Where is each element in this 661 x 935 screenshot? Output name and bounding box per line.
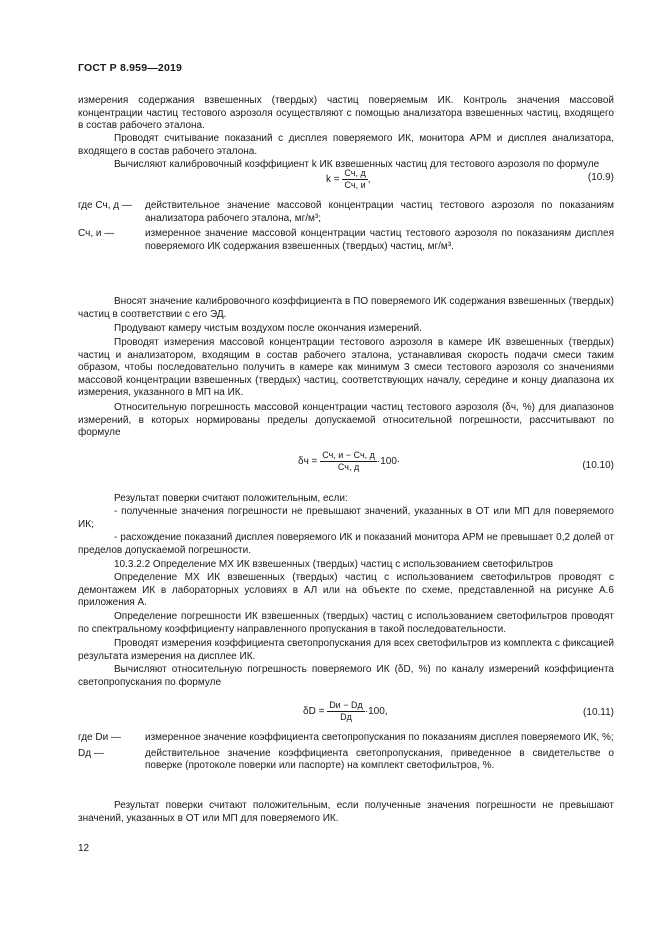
paragraph-4: Вносят значение калибровочного коэффициента в ПО поверяемого ИК содержания взвешенных (твердых) частиц в соответствии с его ЭД. (78, 296, 614, 320)
definition-row (78, 732, 614, 745)
paragraph-7: Относительную погрешность массовой концентрации частиц тестового аэрозоля (δч, %) для диапазонов измерений, в которых нормированы пределы допускаемой относительной погрешности, рассчитывают по формуле (78, 402, 614, 439)
paragraph-2: Проводят считывание показаний с дисплея поверяемого ИК, монитора АРМ и дисплея анализатора, входящего в состав рабочего эталона. (78, 133, 614, 157)
definition-row (78, 200, 614, 225)
definition-symbol: Сч, и — (78, 228, 115, 240)
paragraph-15: Вычисляют относительную погрешность поверяемого ИК (δD, %) по каналу измерений коэффициента светопропускания по формуле (78, 664, 614, 688)
paragraph-1: измерения содержания взвешенных (твердых) частиц поверяемым ИК. Контроль значения массовой концентрации частиц тестового аэрозоля осуществляют с помощью анализатора взвешенных частиц, входящего в состав рабочего эталона. (78, 95, 614, 132)
formula-lhs: k = (326, 174, 340, 186)
formula-tail: ·100· (376, 456, 401, 468)
formula-fraction (327, 700, 365, 723)
definition-row (78, 748, 614, 773)
formula-denominator: Сч, и (344, 180, 366, 190)
paragraph-5: Продувают камеру чистым воздухом после окончания измерений. (114, 323, 422, 334)
paragraph-14: Проводят измерения коэффициента светопропускания для всех светофильтров из комплекта с фиксацией результата измерения на дисплее ИК. (78, 638, 614, 662)
definition-symbol: где Dи — (78, 732, 121, 743)
paragraph-10: - расхождение показаний дисплея поверяемого ИК и показаний монитора АРМ не превышает 0,2 долей от пределов допускаемой погрешности. (78, 532, 614, 556)
formula-fraction (320, 450, 377, 473)
formula-lhs: δD = (303, 706, 325, 718)
definition-symbol: где Сч, д — (78, 200, 132, 211)
definition-text: действительное значение коэффициента светопропускания, приведенное в свидетельстве о поверке (протоколе поверки или паспорте) на комплект светофильтров, %. (145, 747, 614, 772)
formula-tail: ·100, (364, 706, 388, 718)
formula-tail: , (367, 174, 371, 186)
formula-numerator: Сч, и − Сч, д (322, 450, 375, 460)
paragraph-8: Результат поверки считают положительным, если: (114, 493, 348, 504)
formula-denominator: Сч, д (337, 462, 360, 472)
paragraph-16: Результат поверки считают положительным, если полученные значения погрешности не превышают значений, указанных в ОТ или МП для поверяемого ИК. (78, 800, 614, 824)
paragraph-3: Вычисляют калибровочный коэффициент k ИК взвешенных частиц для тестового аэрозоля по формуле (114, 159, 600, 170)
definition-text: измеренное значение массовой концентрации частиц тестового аэрозоля по показаниям дисплея поверяемого ИК содержания взвешенных (твердых) частиц, мг/м³. (145, 228, 614, 252)
definition-row (78, 228, 614, 253)
paragraph-13: Определение погрешности ИК взвешенных (твердых) частиц с использованием светофильтров проводят по спектральному коэффициенту направленного пропускания в такой последовательности. (78, 611, 614, 635)
definition-text: измеренное значение коэффициента светопропускания по показаниям дисплея поверяемого ИК, %; (145, 732, 614, 743)
formula-10-11 (303, 700, 388, 723)
formula-fraction (342, 168, 367, 191)
formula-numerator: Сч, д (344, 168, 366, 178)
equation-number-10-9: (10.9) (587, 172, 614, 183)
page-header: ГОСТ Р 8.959—2019 (78, 62, 183, 74)
paragraph-11: 10.3.2.2 Определение МХ ИК взвешенных (твердых) частиц с использованием светофильтров (114, 559, 554, 570)
paragraph-12: Определение МХ ИК взвешенных (твердых) частиц с использованием светофильтров проводят с демонтажем ИК в лабораторных условиях в АЛ или на объекте по схеме, представленной на рисунке А.6 приложения А. (78, 572, 614, 609)
definitions-2 (78, 732, 614, 773)
definition-text: действительное значение массовой концентрации частиц тестового аэрозоля по показаниям анализатора рабочего эталона, мг/м³; (145, 200, 614, 224)
definition-symbol: Dд — (78, 747, 104, 759)
equation-number-10-11: (10.11) (583, 707, 614, 718)
paragraph-6: Проводят измерения массовой концентрации тестового аэрозоля в камере ИК взвешенных (твердых) частиц и анализатором, входящим в состав рабочего эталона, устанавливая скорость подачи смеси таким образом, чтобы последовательно получить в камере как минимум 3 смеси тестового аэрозоля со значениями массовой концентрации взвешенных (твердых) частиц, соответствующих началу, середине и концу диапазона их измерения, указанного в МП на ИК. (78, 337, 614, 399)
formula-numerator: Dи − Dд (329, 700, 363, 710)
formula-lhs: δч = (298, 456, 318, 468)
formula-10-9 (326, 168, 371, 191)
formula-10-10 (298, 450, 400, 473)
page-number: 12 (78, 843, 90, 854)
definitions-1 (78, 200, 614, 253)
paragraph-9: - полученные значения погрешности не превышают значений, указанных в ОТ или МП для поверяемого ИК; (78, 506, 614, 530)
formula-denominator: Dд (340, 712, 352, 722)
equation-number-10-10: (10.10) (582, 460, 614, 471)
